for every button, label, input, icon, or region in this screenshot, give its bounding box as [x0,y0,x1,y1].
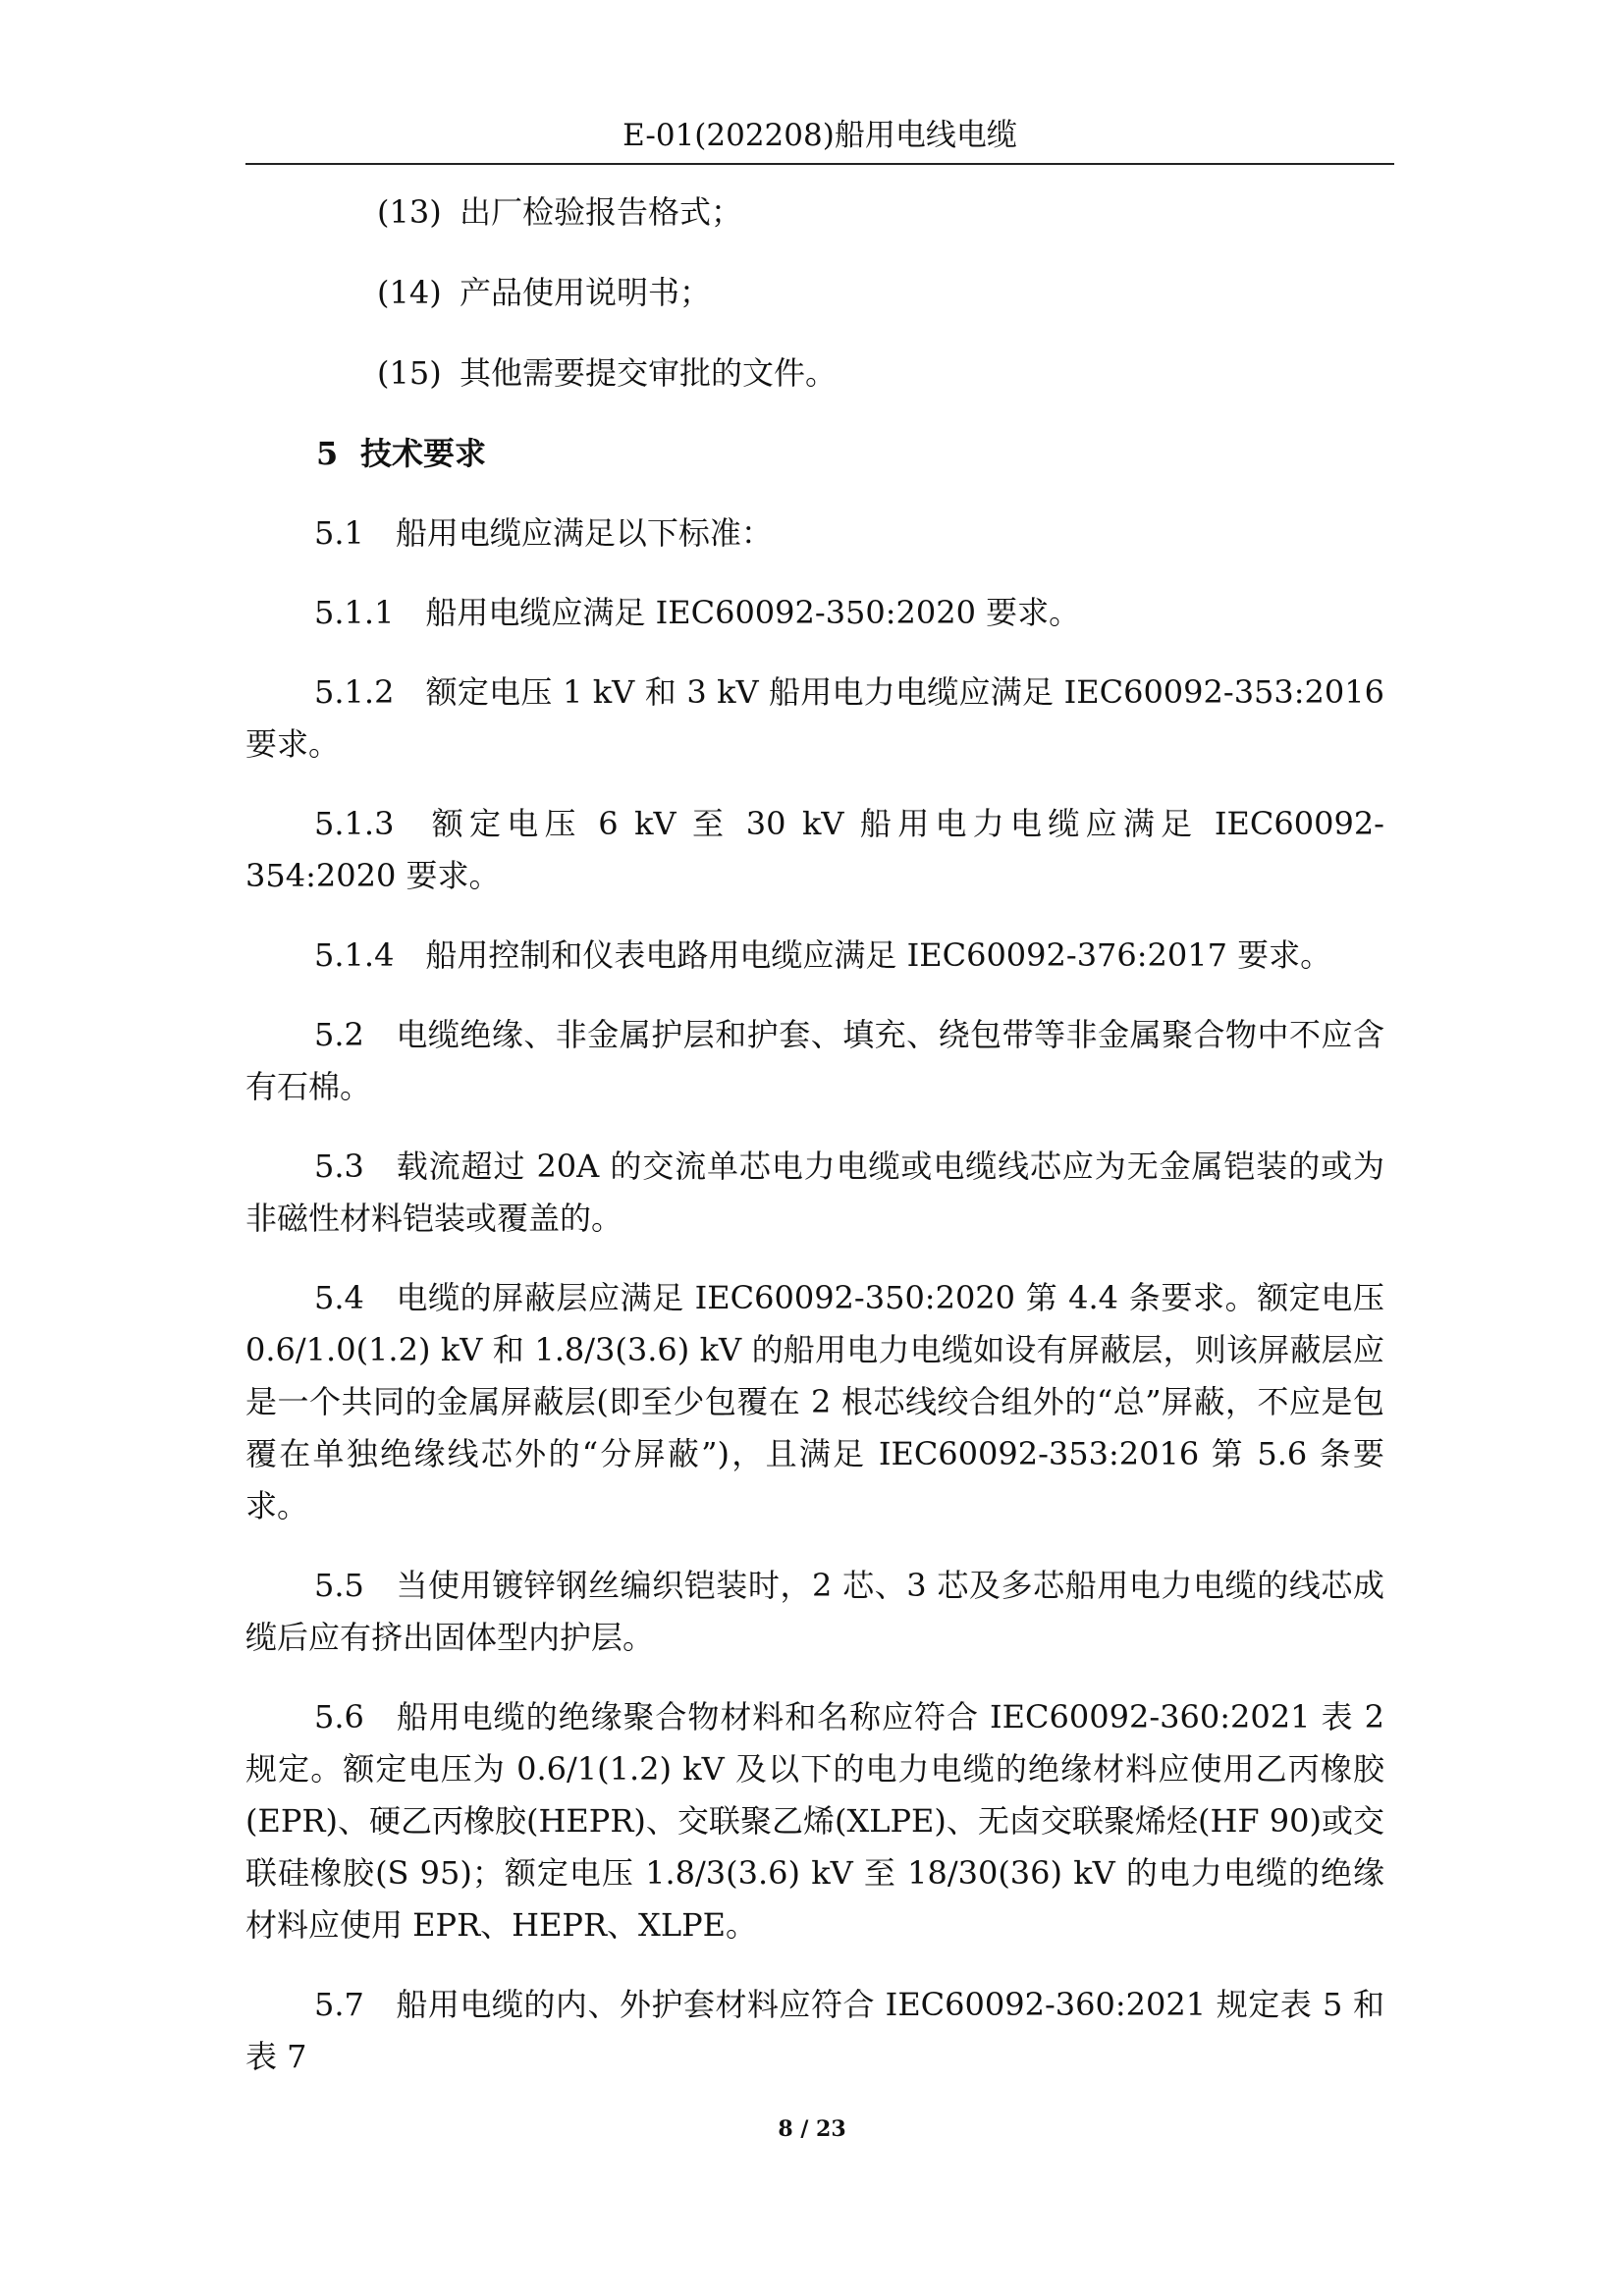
section-heading [245,428,1384,480]
paragraph-5-2: 5.2 电缆绝缘、非金属护层和护套、填充、绕包带等非金属聚合物中不应含有石棉。 [245,1016,1384,1105]
list-item-number: (14) [377,274,442,311]
paragraph-5-3: 5.3 载流超过 20A 的交流单芯电力电缆或电缆线芯应为无金属铠装的或为非磁性材料铠装或覆盖的。 [245,1148,1384,1237]
header-title: E-01(202208)船用电线电缆 [623,118,1017,153]
paragraph-5-4: 5.4 电缆的屏蔽层应满足 IEC60092-350:2020 第 4.4 条要求。额定电压 0.6/1.0(1.2) kV 和 1.8/3(3.6) kV 的船用电力电缆如设有屏蔽层，则该屏蔽层应是一个共同的金属屏蔽层(即至少包覆在 2 根芯线绞合组外的“总”屏蔽，不应是包覆在单独绝缘线芯外的“分屏蔽”)，且满足 IEC60092-353:2016 第 5.6 条要求。 [245,1279,1384,1524]
list-item-text: 出厂检验报告格式； [460,193,743,231]
list-item-text: 其他需要提交审批的文件。 [460,354,838,392]
list-item [245,267,1384,319]
paragraph-5-5: 5.5 当使用镀锌钢丝编织铠装时，2 芯、3 芯及多芯船用电力电缆的线芯成缆后应有挤出固体型内护层。 [245,1567,1384,1656]
list-item-text: 产品使用说明书； [460,274,712,311]
list-item-number: (13) [377,193,442,231]
paragraph-5-7: 5.7 船用电缆的内、外护套材料应符合 IEC60092-360:2021 规定表 5 和表 7 [245,1986,1384,2075]
list-item [245,347,1384,400]
paragraph-5-1-2: 5.1.2 额定电压 1 kV 和 3 kV 船用电力电缆应满足 IEC60092-353:2016 要求。 [245,673,1384,763]
page-body [245,187,1384,2110]
list-item-number: (15) [377,354,442,392]
list-item [245,187,1384,239]
paragraph-5-6: 5.6 船用电缆的绝缘聚合物材料和名称应符合 IEC60092-360:2021 表 2 规定。额定电压为 0.6/1(1.2) kV 及以下的电力电缆的绝缘材料应使用乙丙橡胶(EPR)、硬乙丙橡胶(HEPR)、交联聚乙烯(XLPE)、无卤交联聚烯烃(HF 90)或交联硅橡胶(S 95)；额定电压 1.8/3(3.6) kV 至 18/30(36) kV 的电力电缆的绝缘材料应使用 EPR、HEPR、XLPE。 [245,1698,1384,1944]
paragraph-5-1-4: 5.1.4 船用控制和仪表电路用电缆应满足 IEC60092-376:2017 要求。 [314,936,1332,974]
page-number: 8 / 23 [778,2116,846,2142]
section-title: 技术要求 [360,435,487,472]
paragraph-5-1-3: 5.1.3 额定电压 6 kV 至 30 kV 船用电力电缆应满足 IEC60092-354:2020 要求。 [245,805,1384,894]
section-number: 5 [316,435,339,472]
page-footer [0,2114,1624,2144]
paragraph-5-1: 5.1 船用电缆应满足以下标准： [314,514,773,552]
page-header [245,116,1394,165]
paragraph-5-1-1: 5.1.1 船用电缆应满足 IEC60092-350:2020 要求。 [314,594,1081,631]
